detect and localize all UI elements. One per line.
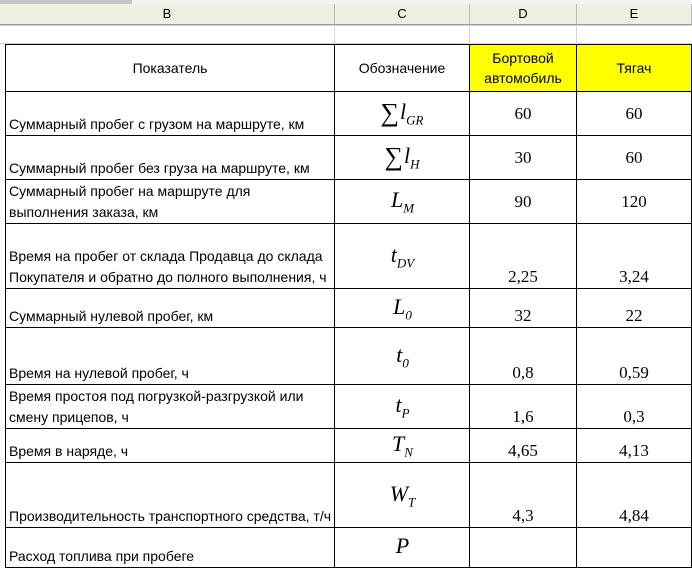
tractor-value-cell[interactable] [577, 528, 692, 568]
truck-value-cell[interactable]: 1,6 [470, 385, 577, 429]
symbol-letter: W [389, 480, 409, 506]
truck-value-cell[interactable]: 30 [470, 136, 577, 180]
indicator-cell[interactable]: Время в наряде, ч [6, 429, 335, 463]
symbol-cell[interactable] [335, 463, 470, 528]
symbol-subscript: N [404, 444, 413, 460]
symbol-letter: t [396, 341, 403, 367]
truck-value-cell[interactable]: 4,65 [470, 429, 577, 463]
header-symbol[interactable]: Обозначение [335, 45, 470, 92]
tractor-value-cell[interactable]: 60 [577, 92, 692, 136]
symbol-cell[interactable] [335, 180, 470, 224]
indicator-cell[interactable]: Производительность транспортного средства, т/ч [6, 463, 335, 528]
truck-value-cell[interactable]: 32 [470, 289, 577, 328]
symbol-subscript: P [401, 405, 410, 421]
indicator-cell[interactable]: Время на пробег от склада Продавца до склада Покупателя и обратно до полного выполнения, ч [6, 224, 335, 289]
symbol-subscript: GR [406, 112, 424, 128]
indicator-cell[interactable]: Время простоя под погрузкой-разгрузкой или смену прицепов, ч [6, 385, 335, 429]
symbol-cell[interactable] [335, 385, 470, 429]
column-header-e[interactable]: E [577, 4, 692, 24]
table-row [6, 180, 692, 224]
symbol-subscript: 0 [405, 307, 412, 323]
header-truck[interactable]: Бортовой автомобиль [470, 45, 577, 92]
truck-value-cell[interactable]: 60 [470, 92, 577, 136]
truck-value-cell[interactable]: 0,8 [470, 328, 577, 385]
truck-value-cell[interactable]: 2,25 [470, 224, 577, 289]
symbol-letter: l [404, 143, 411, 169]
tractor-value-cell[interactable]: 22 [577, 289, 692, 328]
table-row [6, 92, 692, 136]
truck-value-cell[interactable] [470, 528, 577, 568]
table-row [6, 289, 692, 328]
symbol-letter: L [390, 187, 404, 213]
table-row [6, 528, 692, 568]
table-row [6, 224, 692, 289]
symbol-cell[interactable] [335, 528, 470, 568]
column-header-bar [0, 4, 692, 25]
header-tractor[interactable]: Тягач [577, 45, 692, 92]
table-row [6, 136, 692, 180]
table-row [6, 429, 692, 463]
tractor-value-cell[interactable]: 0,3 [577, 385, 692, 429]
symbol-cell[interactable] [335, 136, 470, 180]
tractor-value-cell[interactable]: 4,84 [577, 463, 692, 528]
truck-value-cell[interactable]: 4,3 [470, 463, 577, 528]
symbol-subscript: 0 [402, 355, 409, 371]
symbol-letter: t [395, 392, 402, 418]
indicator-cell[interactable]: Суммарный пробег на маршруте для выполнения заказа, км [6, 180, 335, 224]
indicator-cell[interactable]: Суммарный пробег без груза на маршруте, км [6, 136, 335, 180]
indicator-cell[interactable]: Суммарный нулевой пробег, км [6, 289, 335, 328]
symbol-cell[interactable] [335, 429, 470, 463]
column-header-c[interactable]: C [335, 4, 470, 24]
tractor-value-cell[interactable]: 0,59 [577, 328, 692, 385]
symbol-cell[interactable] [335, 328, 470, 385]
symbol-letter: P [395, 533, 410, 559]
sigma-symbol: ∑ [384, 142, 404, 172]
symbol-letter: t [390, 241, 397, 267]
tractor-value-cell[interactable]: 4,13 [577, 429, 692, 463]
indicator-cell[interactable]: Время на нулевой пробег, ч [6, 328, 335, 385]
symbol-letter: T [392, 431, 405, 457]
header-indicator[interactable]: Показатель [6, 45, 335, 92]
tractor-value-cell[interactable]: 120 [577, 180, 692, 224]
symbol-subscript: H [410, 156, 420, 172]
symbol-cell[interactable] [335, 92, 470, 136]
table-header-row [6, 45, 692, 92]
indicator-cell[interactable]: Расход топлива при пробеге [6, 528, 335, 568]
sigma-symbol: ∑ [380, 98, 400, 128]
table-row [6, 328, 692, 385]
tractor-value-cell[interactable]: 60 [577, 136, 692, 180]
indicator-table [5, 44, 692, 568]
symbol-subscript: DV [396, 255, 415, 271]
indicator-cell[interactable]: Суммарный пробег с грузом на маршруте, км [6, 92, 335, 136]
table-row [6, 385, 692, 429]
column-header-d[interactable]: D [470, 4, 577, 24]
column-header-b[interactable]: B [0, 4, 335, 24]
symbol-letter: l [400, 99, 407, 125]
symbol-cell[interactable] [335, 224, 470, 289]
table-row [6, 463, 692, 528]
tractor-value-cell[interactable]: 3,24 [577, 224, 692, 289]
symbol-subscript: T [408, 494, 416, 510]
symbol-cell[interactable] [335, 289, 470, 328]
symbol-letter: L [393, 293, 406, 319]
truck-value-cell[interactable]: 90 [470, 180, 577, 224]
symbol-subscript: M [403, 200, 415, 216]
